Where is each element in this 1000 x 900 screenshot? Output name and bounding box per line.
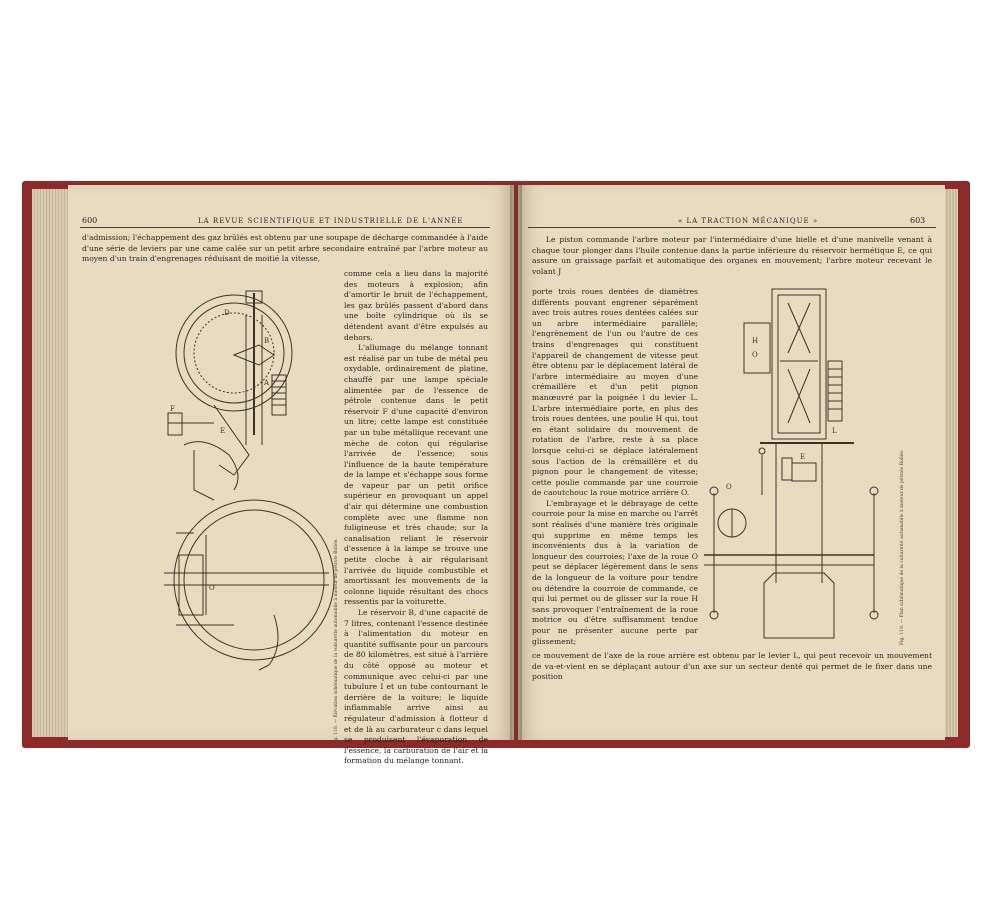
left-page (68, 185, 514, 766)
running-head: LA REVUE SCIENTIFIQUE ET INDUSTRIELLE DE L'ANNÉE (198, 217, 464, 225)
svg-text:E: E (220, 427, 226, 435)
running-head: « LA TRACTION MÉCANIQUE » (678, 217, 819, 225)
engine-plan-figure (704, 283, 894, 648)
page-number: 603 (910, 216, 926, 225)
svg-text:O: O (726, 483, 732, 491)
page-number: 600 (82, 216, 98, 225)
svg-text:A: A (264, 379, 270, 387)
paragraph: ce mouvement de l'axe de la roue arrière est obtenu par le levier L, qui peut recevoir un mouvement de va-et-vient en se déplaçant autour d'un axe sur un secteur denté qui permet de le fixer dans une position (532, 651, 932, 682)
right-page (518, 185, 945, 740)
svg-text:H: H (752, 337, 759, 345)
svg-text:O: O (209, 584, 215, 592)
header-rule (528, 227, 936, 228)
open-book (22, 173, 970, 766)
svg-text:F: F (170, 405, 175, 413)
svg-text:E: E (800, 453, 806, 461)
paragraph: Le piston commande l'arbre moteur par l'intermédiaire d'une bielle et d'une manivelle venant à chaque tour plonger dans l'huile contenue dans la partie inférieure du réservoir hermétique E, ce qui assure un graissage parfait et automatique des organes en mouvement; l'arbre moteur recevant le volant J (532, 235, 932, 276)
svg-text:D: D (224, 309, 230, 317)
figure-caption: Fig. 119. — Plan schématique de la voiturette automobile à moteur de pétrole Bollée. (900, 449, 905, 645)
engine-elevation-figure (84, 285, 324, 675)
figure-caption: Fig. 118. — Élévation schématique de la voiturette automobile à moteur de pétrole Bollée. (334, 538, 339, 745)
text-column: porte trois roues dentées de diamètres différents pouvant engrener séparément avec trois autres roues dentées calées sur un arbre intermédiaire parallèle; l'engrènement de l'un ou l'autre de ces trains d'engrenages qui constituent l'appareil de changement de vitesse peut être obtenu par le déplacement latéral de l'arbre intermédiaire au moyen d'une crémaillère et d'un petit pignon manœuvré par la poignée l du levier L. L'arbre intermédiaire porte, en plus des trois roues dentées, une poulie H qui, tout en étant solidaire du mouvement de rotation de l'arbre, reste à sa place lorsque celui-ci se déplace latéralement sous l'action de la crémaillère et du pignon pour le changement de vitesse; cette poulie commande par une courroie de caoutchouc la roue motrice arrière O. L'embrayage et le débrayage de cette courroie pour la mise en marche ou l'arrêt sont réalisés d'une manière très originale qui supprime en même temps les inconvénients dus à la variation de longueur des courroies; l'axe de la roue O peut se déplacer légèrement dans le sens de la longueur de la voiture pour tendre ou détendre la courroie de commande, ce qui lui permet ou de glisser sur la roue H sans provoquer l'entraînement de la roue motrice ou d'être suffisamment tendue pour ne présenter aucune perte par glissement; (532, 287, 698, 646)
text-column: comme cela a lieu dans la majorité des moteurs à explosion; afin d'amortir le bruit de l'échappement, les gaz brûlés passent d'abord dans une boîte cylindrique où ils se détendent avant d'être expulsés au dehors. L'allumage du mélange tonnant est réalisé par un tube de métal peu oxydable, ordinairement de platine, chauffé par une lampe spéciale alimentée par de l'essence de pétrole contenue dans le petit réservoir F d'une capacité d'environ un litre; cette lampe est constituée par un tube métallique recevant une mèche de coton qui régularise l'arrivée de l'essence; sous l'influence de la haute température de la lampe et s'échappe sous forme de vapeur par un petit orifice supérieur en provoquant un appel d'air qui détermine une combustion complète avec une flamme non fuligineuse et très chaude; sur la canalisation reliant le réservoir d'essence à la lampe se trouve une petite cloche à air régularisant l'arrivée du liquide combustible et amortissant les mouvements de la colonne liquide résultant des chocs ressentis par la voiturette. Le réservoir B, d'une capacité de 7 litres, contenant l'essence destinée à l'alimentation du moteur en quantité suffisante pour un parcours de 80 kilomètres, est situé à l'arrière du côté opposé au moteur et communique avec celui-ci par une tubulure I et un tube contournant le derrière de la voiture; le liquide inflammable arrive ainsi au régulateur d'admission à flotteur d et de là au carburateur c dans lequel se produisent l'évaporation de l'essence, la carburation de l'air et la formation du mélange tonnant. (344, 269, 488, 766)
svg-text:B: B (264, 337, 270, 345)
book-gutter (510, 185, 522, 740)
header-rule (80, 227, 490, 228)
svg-text:O: O (752, 351, 758, 359)
svg-text:L: L (832, 427, 837, 435)
page-edges-left (32, 189, 72, 737)
paragraph: d'admission; l'échappement des gaz brûlés est obtenu par une soupape de décharge commandée à l'aide d'une série de leviers par une came calée sur un petit arbre secondaire entraîné par l'arbre moteur au moyen d'un train d'engrenages réduisant de moitié la vitesse, (82, 233, 488, 264)
